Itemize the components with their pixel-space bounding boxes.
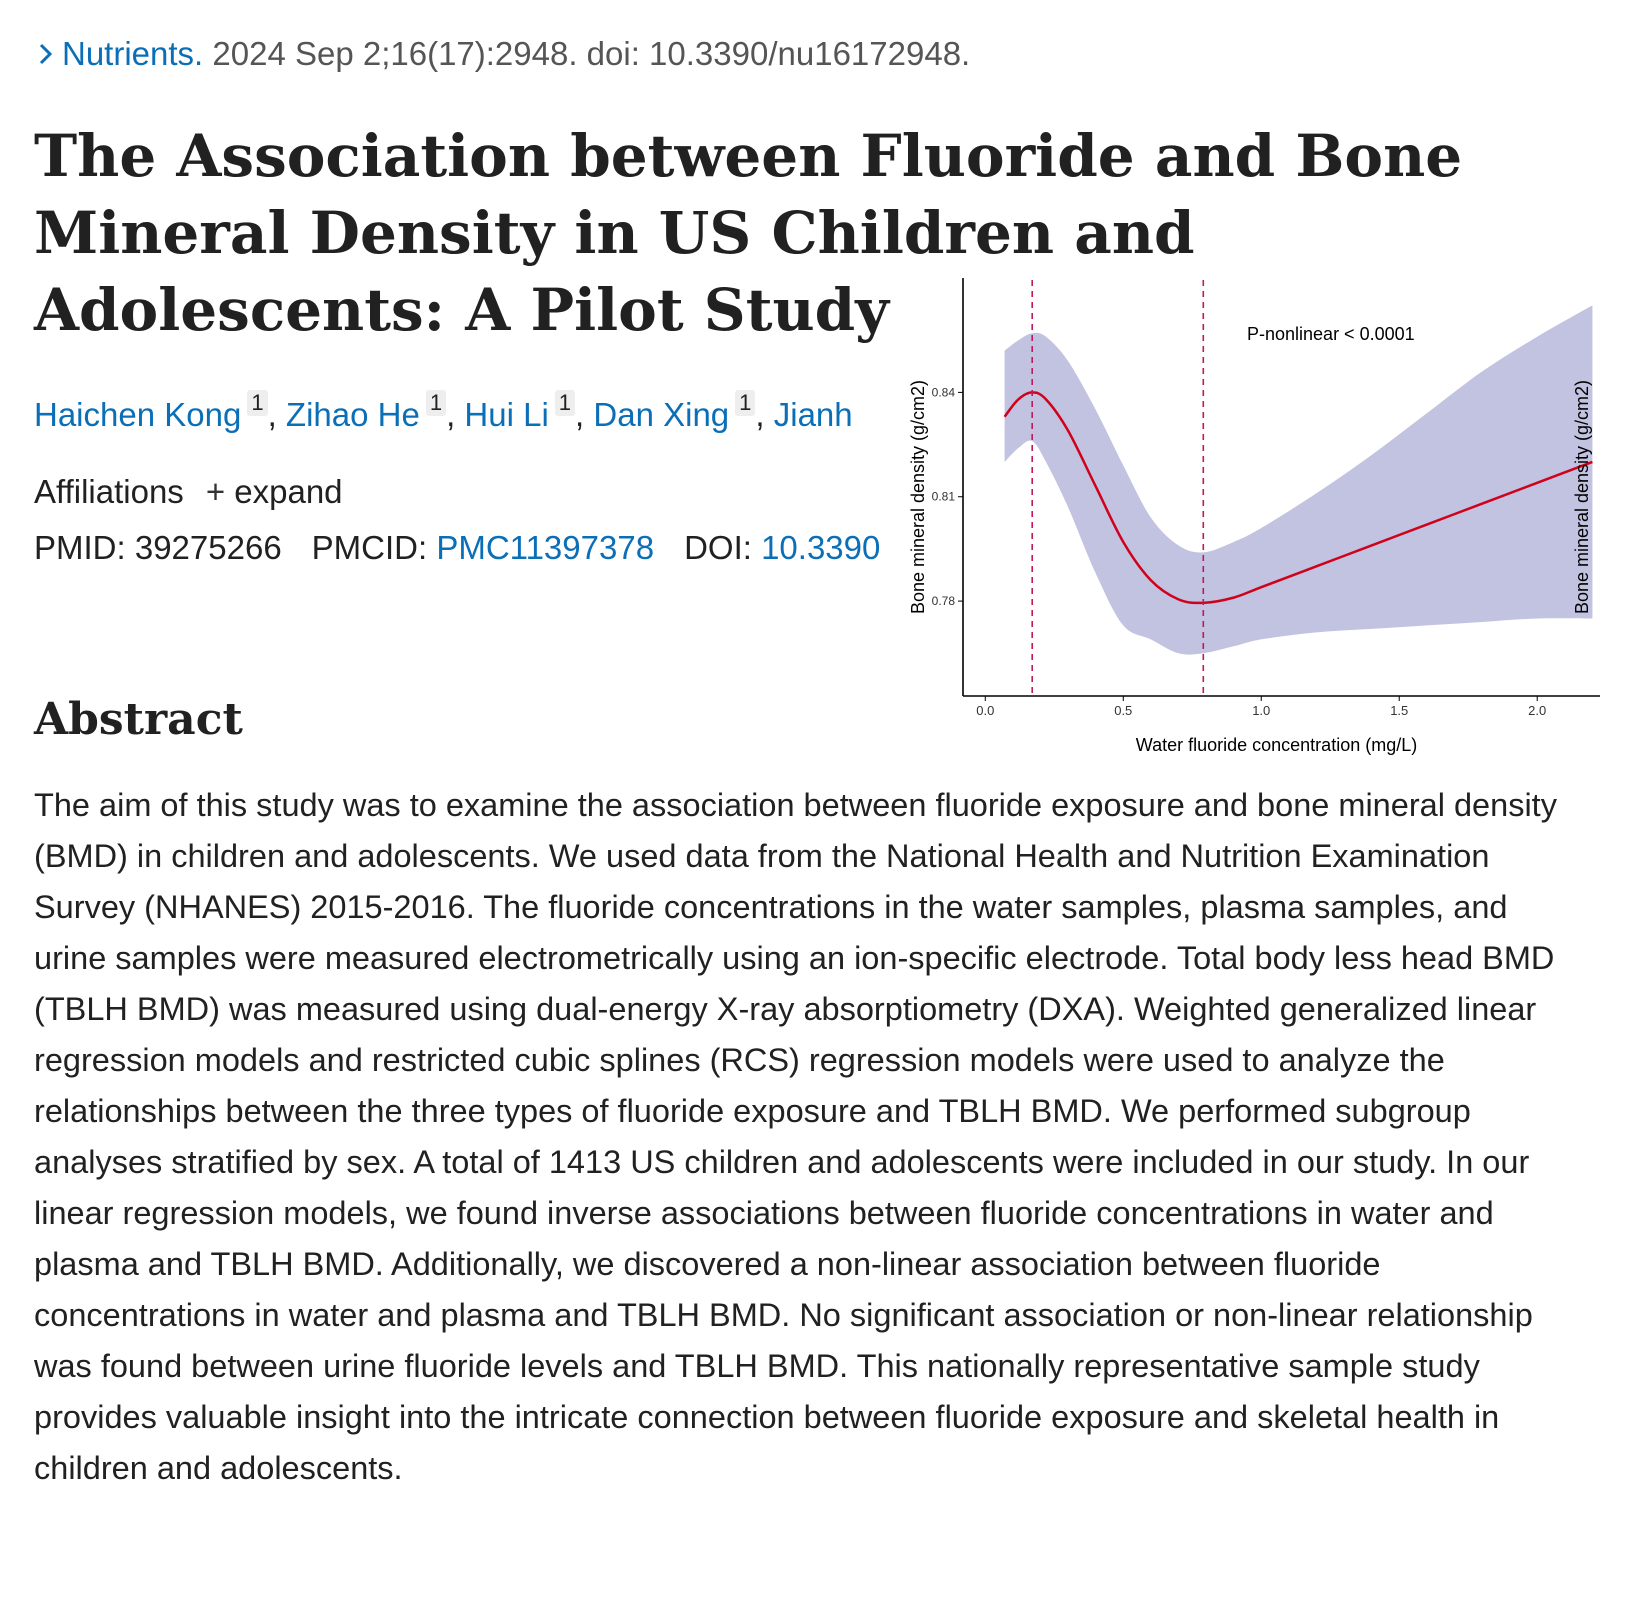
x-tick-label: 0.0 <box>976 703 995 718</box>
y-axis-label: Bone mineral density (g/cm2) <box>908 379 928 615</box>
author-link[interactable]: Dan Xing <box>593 396 730 433</box>
author-list: Haichen Kong $^1$ , Zihao He $^1$ , Hui Li $^1$ , Dan Xing $^1$ , Jianh <box>34 390 853 433</box>
page-edge <box>1618 0 1630 1500</box>
pmcid-link[interactable]: PMC11397378 <box>436 529 655 566</box>
doi-link[interactable]: 10.3390 <box>761 529 881 566</box>
x-tick-label: 1.0 <box>1252 703 1271 718</box>
affiliation-ref[interactable]: 1 <box>426 390 446 416</box>
author-link[interactable]: Hui Li <box>464 396 549 433</box>
citation-details: 2024 Sep 2;16(17):2948. doi: 10.3390/nu16172948. <box>203 35 971 72</box>
pmcid-label: PMCID: <box>311 529 428 566</box>
affiliation-ref[interactable]: 1 <box>735 390 755 416</box>
p-value-annotation: P-nonlinear < 0.0001 <box>1247 324 1415 344</box>
y-axis-label-right: Bone mineral density (g/cm2) <box>1572 379 1592 615</box>
citation-line <box>36 34 970 76</box>
abstract-text: The aim of this study was to examine the association between fluoride exposure and bone mineral density (BMD) in children and adolescents. We used data from the National Health and Nutrition Examination Survey (NHANES) 2015-2016. The fluoride concentrations in the water samples, plasma samples, and urine samples were measured electrometrically using an ion-specific electrode. Total body less head BMD (TBLH BMD) was measured using dual-energy X-ray absorptiometry (DXA). Weighted generalized linear regression models and restricted cubic splines (RCS) regression models were used to analyze the relationships between the three types of fluoride exposure and TBLH BMD. We performed subgroup analyses stratified by sex. A total of 1413 US children and adolescents were included in our study. In our linear regression models, we found inverse associations between fluoride concentrations in water and plasma and TBLH BMD. Additionally, we discovered a non-linear association between fluoride concentrations in water and plasma and TBLH BMD. No significant association or non-linear relationship was found between urine fluoride levels and TBLH BMD. This nationally representative sample study provides valuable insight into the intricate connection between fluoride exposure and skeletal health in children and adolescents. <box>34 787 1557 1486</box>
article-title: The Association between Fluoride and Bone Mineral Density in US Children and Adolescents: A Pilot Study <box>34 122 1463 344</box>
author-link[interactable]: Jianh <box>773 396 853 433</box>
pmid-value: 39275266 <box>134 529 282 566</box>
author-link[interactable]: Zihao He <box>285 396 420 433</box>
y-tick-label: 0.84 <box>931 385 955 400</box>
figure-rcs-chart <box>902 270 1630 770</box>
affiliation-ref[interactable]: 1 <box>247 390 267 416</box>
identifiers-row <box>34 528 880 568</box>
x-axis-label: Water fluoride concentration (mg/L) <box>1135 735 1418 755</box>
journal-link[interactable]: Nutrients. <box>62 35 204 72</box>
x-tick-label: 0.5 <box>1114 703 1133 718</box>
doi-label: DOI: <box>684 529 752 566</box>
x-tick-label: 2.0 <box>1528 703 1547 718</box>
expand-affiliations-button[interactable]: expand <box>234 473 343 510</box>
author-link[interactable]: Haichen Kong <box>34 396 242 433</box>
affiliation-ref[interactable]: 1 <box>555 390 575 416</box>
pmid-label: PMID: <box>34 529 126 566</box>
chart-svg <box>902 270 1630 770</box>
x-tick-label: 1.5 <box>1390 703 1409 718</box>
affiliations-row <box>34 472 343 512</box>
chevron-right-icon[interactable] <box>36 36 62 76</box>
abstract-heading: Abstract <box>34 694 243 745</box>
y-tick-label: 0.78 <box>931 594 955 609</box>
affiliations-label: Affiliations <box>34 473 184 510</box>
y-tick-label: 0.81 <box>931 489 955 504</box>
plus-icon[interactable]: + <box>205 473 226 510</box>
